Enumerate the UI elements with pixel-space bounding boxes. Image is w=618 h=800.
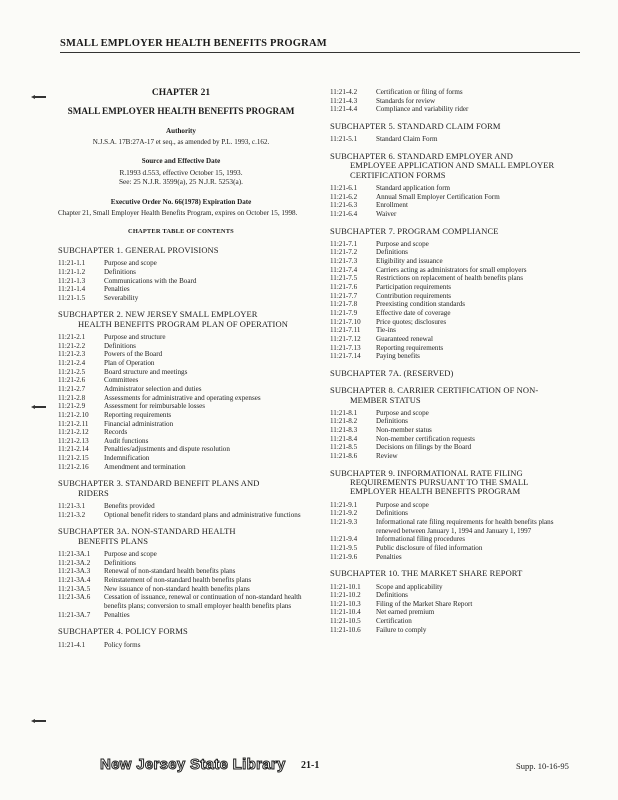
section-title: Participation requirements (376, 283, 452, 292)
section-entry (58, 411, 304, 420)
section-number: 11:21-2.8 (58, 393, 86, 402)
section-entry (58, 376, 304, 385)
section-number: 11:21-9.5 (330, 543, 358, 552)
section-number: 11:21-5.1 (330, 135, 358, 144)
section-number: 11:21-9.6 (330, 552, 358, 561)
section-title: Benefits provided (104, 502, 155, 511)
section-list (330, 184, 576, 219)
section-title: Non-member certification requests (376, 434, 475, 443)
section-number: 11:21-1.1 (58, 259, 86, 268)
section-entry (58, 511, 304, 520)
section-entry (58, 359, 304, 368)
section-entry (58, 593, 304, 610)
section-title: Optional benefit riders to standard plans and administrative functions (104, 510, 301, 519)
section-number: 11:21-2.3 (58, 350, 86, 359)
source-line: See: 25 N.J.R. 3599(a), 25 N.J.R. 5253(a). (118, 177, 244, 187)
section-list (330, 583, 576, 635)
section-title: Plan of Operation (104, 359, 155, 368)
section-entry (58, 576, 304, 585)
subchapter-heading (330, 369, 576, 378)
section-number: 11:21-10.6 (330, 625, 361, 634)
section-entry (58, 437, 304, 446)
section-number: 11:21-8.1 (330, 408, 358, 417)
library-stamp: New Jersey State Library (100, 756, 286, 773)
section-number: 11:21-4.3 (330, 96, 358, 105)
subchapter-title: SUBCHAPTER 3A. NON-STANDARD HEALTH (58, 526, 236, 537)
section-number: 11:21-10.4 (330, 608, 361, 617)
section-number: 11:21-2.7 (58, 384, 86, 393)
section-number: 11:21-7.13 (330, 343, 361, 352)
section-title: Scope and applicability (376, 582, 443, 591)
section-title: Standards for review (376, 96, 436, 105)
section-entry (330, 292, 576, 301)
subchapter-title-continued: BENEFITS PLANS (78, 535, 149, 546)
section-list (330, 501, 576, 561)
section-number: 11:21-6.3 (330, 201, 358, 210)
section-title: Administrator selection and duties (104, 384, 202, 393)
section-number: 11:21-4.1 (58, 640, 86, 649)
section-entry (58, 611, 304, 620)
section-title: Communications with the Board (104, 276, 197, 285)
section-entry (58, 428, 304, 437)
section-number: 11:21-9.2 (330, 509, 358, 518)
section-title: Net earned premium (376, 608, 435, 617)
section-number: 11:21-2.11 (58, 419, 89, 428)
exec-order-label: Executive Order No. 66(1978) Expiration Date (110, 198, 252, 207)
section-title: Penalties (104, 610, 130, 619)
section-number: 11:21-8.4 (330, 434, 358, 443)
subchapter-title: SUBCHAPTER 7. PROGRAM COMPLIANCE (330, 225, 499, 236)
section-title: Certification (376, 617, 412, 626)
section-entry (330, 452, 576, 461)
section-number: 11:21-10.3 (330, 599, 361, 608)
section-title: Board structure and meetings (104, 367, 188, 376)
authority-label: Authority (166, 127, 196, 136)
section-title: Renewal of non-standard health benefits plans (104, 567, 236, 576)
section-entry (330, 257, 576, 266)
section-title: Paying benefits (376, 352, 420, 361)
section-number: 11:21-7.5 (330, 274, 358, 283)
section-entry (330, 591, 576, 600)
section-title: Non-member status (376, 426, 432, 435)
section-title: Annual Small Employer Certification Form (376, 192, 500, 201)
section-title: Definitions (376, 591, 408, 600)
section-list (330, 240, 576, 361)
section-number: 11:21-4.4 (330, 105, 358, 114)
section-entry (330, 501, 576, 510)
section-number: 11:21-6.1 (330, 183, 358, 192)
section-entry (330, 435, 576, 444)
section-number: 11:21-7.3 (330, 257, 358, 266)
section-title: Waiver (376, 209, 397, 218)
subchapter-heading (58, 479, 304, 498)
section-number: 11:21-2.5 (58, 367, 86, 376)
section-number: 11:21-2.10 (58, 410, 89, 419)
section-number: 11:21-3A.3 (58, 567, 91, 576)
section-list (58, 502, 304, 519)
section-title: Standard application form (376, 183, 451, 192)
section-title: Review (376, 452, 398, 461)
section-title: Informational filing procedures (376, 535, 466, 544)
section-list (58, 550, 304, 619)
section-entry (58, 445, 304, 454)
section-title: Decisions on filings by the Board (376, 443, 472, 452)
section-number: 11:21-3A.2 (58, 558, 91, 567)
section-title: Informational rate filing requirements for health benefits plans renewed between January 1, 1994 and January 1, 1997 (376, 518, 554, 535)
authority-text: N.J.S.A. 17B:27A-17 et seq., as amended by P.L. 1993, c.162. (92, 138, 270, 147)
section-title: Definitions (104, 267, 136, 276)
source-line: R.1993 d.553, effective October 15, 1993. (119, 167, 243, 177)
section-number: 11:21-9.4 (330, 535, 358, 544)
exec-order-text: Chapter 21, Small Employer Health Benefits Program, expires on October 15, 1998. (58, 209, 298, 218)
section-title: Public disclosure of filed information (376, 543, 483, 552)
section-number: 11:21-2.13 (58, 436, 89, 445)
section-title: Reporting requirements (376, 343, 444, 352)
section-number: 11:21-10.5 (330, 617, 361, 626)
section-entry (58, 550, 304, 559)
section-number: 11:21-7.12 (330, 334, 361, 343)
section-title: Filing of the Market Share Report (376, 599, 473, 608)
section-number: 11:21-2.12 (58, 428, 89, 437)
section-number: 11:21-8.3 (330, 426, 358, 435)
section-entry (330, 326, 576, 335)
section-number: 11:21-7.10 (330, 317, 361, 326)
section-title: Purpose and scope (104, 550, 157, 559)
section-list (330, 88, 576, 114)
section-title: Reinstatement of non-standard health benefits plans (104, 575, 252, 584)
section-number: 11:21-3A.7 (58, 610, 91, 619)
left-subchapter-list (58, 246, 304, 649)
section-title: Definitions (104, 558, 136, 567)
subchapter-title-continued: MEMBER STATUS (350, 394, 421, 405)
section-number: 11:21-2.2 (58, 341, 86, 350)
section-number: 11:21-1.5 (58, 293, 86, 302)
section-title: Indemnification (104, 454, 150, 463)
subchapter-heading (330, 152, 576, 180)
section-entry (58, 350, 304, 359)
section-number: 11:21-9.1 (330, 500, 358, 509)
section-entry (330, 309, 576, 318)
section-entry (330, 600, 576, 609)
section-title: Effective date of coverage (376, 308, 451, 317)
section-number: 11:21-6.2 (330, 192, 358, 201)
right-column (330, 88, 576, 640)
right-subchapter-list (330, 122, 576, 634)
section-list (330, 409, 576, 461)
subchapter-title: SUBCHAPTER 8. CARRIER CERTIFICATION OF NON- (330, 385, 539, 396)
section-entry (330, 417, 576, 426)
section-number: 11:21-2.1 (58, 333, 86, 342)
section-number: 11:21-8.2 (330, 417, 358, 426)
section-number: 11:21-2.6 (58, 376, 86, 385)
section-title: Penalties (376, 552, 402, 561)
section-entry (58, 641, 304, 650)
section-entry (58, 559, 304, 568)
section-entry (330, 553, 576, 562)
section-title: Assessments for administrative and operating expenses (104, 393, 261, 402)
section-number: 11:21-2.4 (58, 359, 86, 368)
section-title: Price quotes; disclosures (376, 317, 447, 326)
section-title: Penalties/adjustments and dispute resolution (104, 445, 230, 454)
section-number: 11:21-7.6 (330, 283, 358, 292)
section-entry (330, 544, 576, 553)
section-number: 11:21-3A.1 (58, 550, 91, 559)
section-number: 11:21-8.6 (330, 452, 358, 461)
section-entry (330, 300, 576, 309)
section-number: 11:21-8.5 (330, 443, 358, 452)
section-entry (58, 368, 304, 377)
subchapter-heading (330, 122, 576, 131)
section-title: Definitions (376, 248, 408, 257)
section-title: Tie-ins (376, 326, 396, 335)
section-entry (58, 268, 304, 277)
subchapter-heading (58, 627, 304, 636)
section-number: 11:21-3.2 (58, 510, 86, 519)
section-entry (58, 402, 304, 411)
section-number: 11:21-10.1 (330, 582, 361, 591)
subchapter-title: SUBCHAPTER 2. NEW JERSEY SMALL EMPLOYER (58, 309, 258, 320)
subchapter-title-continued: EMPLOYEE APPLICATION AND SMALL EMPLOYER CERTIFICATION FORMS (350, 160, 555, 180)
subchapter-title-continued: HEALTH BENEFITS PROGRAM PLAN OF OPERATION (78, 318, 288, 329)
section-number: 11:21-2.14 (58, 445, 89, 454)
left-column (58, 88, 304, 655)
revision-marker (34, 406, 46, 408)
source-label: Source and Effective Date (141, 157, 221, 166)
section-title: Policy forms (104, 640, 141, 649)
section-entry (330, 583, 576, 592)
section-number: 11:21-2.16 (58, 462, 89, 471)
section-entry (330, 88, 576, 97)
section-number: 11:21-7.4 (330, 265, 358, 274)
subchapter-title-continued: REQUIREMENTS PURSUANT TO THE SMALL EMPLOYER HEALTH BENEFITS PROGRAM (350, 477, 529, 497)
section-entry (330, 135, 576, 144)
section-entry (58, 385, 304, 394)
section-entry (58, 277, 304, 286)
section-number: 11:21-7.8 (330, 300, 358, 309)
section-title: Audit functions (104, 436, 149, 445)
section-title: Failure to comply (376, 625, 427, 634)
section-entry (58, 342, 304, 351)
section-entry (330, 409, 576, 418)
section-entry (58, 394, 304, 403)
section-number: 11:21-1.4 (58, 285, 86, 294)
section-entry (330, 283, 576, 292)
section-title: Purpose and structure (104, 333, 166, 342)
section-title: Purpose and scope (376, 500, 429, 509)
section-list (58, 333, 304, 471)
section-entry (330, 443, 576, 452)
subchapter-heading (330, 227, 576, 236)
chapter-number: CHAPTER 21 (151, 88, 211, 98)
section-entry (58, 463, 304, 472)
section-title: Enrollment (376, 201, 408, 210)
subchapter-title: SUBCHAPTER 1. GENERAL PROVISIONS (58, 244, 219, 255)
section-title: Definitions (376, 417, 408, 426)
toc-heading: CHAPTER TABLE OF CONTENTS (128, 227, 234, 235)
section-title: New issuance of non-standard health benefits plans (104, 584, 250, 593)
section-number: 11:21-7.1 (330, 239, 358, 248)
section-title: Severability (104, 293, 139, 302)
section-entry (330, 344, 576, 353)
section-number: 11:21-3A.6 (58, 593, 91, 602)
section-number: 11:21-3.1 (58, 502, 86, 511)
section-entry (330, 184, 576, 193)
revision-marker (34, 96, 46, 98)
section-number: 11:21-10.2 (330, 591, 361, 600)
subchapter-title-continued: RIDERS (78, 487, 109, 498)
section-entry (330, 617, 576, 626)
section-title: Purpose and scope (376, 239, 429, 248)
section-entry (58, 294, 304, 303)
section-entry (330, 352, 576, 361)
section-title: Penalties (104, 285, 130, 294)
subchapter-heading (58, 310, 304, 329)
section-number: 11:21-7.11 (330, 326, 361, 335)
section-entry (330, 509, 576, 518)
section-number: 11:21-1.3 (58, 276, 86, 285)
section-title: Preexisting condition standards (376, 300, 466, 309)
section-title: Standard Claim Form (376, 135, 438, 144)
source-block (58, 168, 304, 186)
running-head: SMALL EMPLOYER HEALTH BENEFITS PROGRAM (60, 38, 327, 49)
section-entry (330, 240, 576, 249)
section-entry (58, 420, 304, 429)
section-title: Records (104, 428, 128, 437)
section-number: 11:21-6.4 (330, 209, 358, 218)
header-rule (60, 52, 580, 53)
section-entry (330, 335, 576, 344)
section-entry (58, 285, 304, 294)
section-title: Amendment and termination (104, 462, 186, 471)
section-entry (58, 333, 304, 342)
subchapter-heading (330, 469, 576, 497)
section-title: Definitions (104, 341, 136, 350)
subchapter-title: SUBCHAPTER 4. POLICY FORMS (58, 626, 188, 637)
subchapter-heading (330, 569, 576, 578)
subchapter-title: SUBCHAPTER 5. STANDARD CLAIM FORM (330, 120, 501, 131)
subchapter-heading (330, 386, 576, 405)
section-entry (330, 626, 576, 635)
section-entry (330, 426, 576, 435)
section-title: Financial administration (104, 419, 174, 428)
section-number: 11:21-1.2 (58, 267, 86, 276)
section-number: 11:21-3A.4 (58, 575, 91, 584)
section-entry (330, 266, 576, 275)
section-entry (330, 210, 576, 219)
section-title: Assessment for reimbursable losses (104, 402, 206, 411)
section-title: Purpose and scope (376, 408, 429, 417)
section-entry (58, 454, 304, 463)
section-number: 11:21-3A.5 (58, 584, 91, 593)
section-title: Cessation of issuance, renewal or continuation of non-standard health benefits plans; conversion to small employer health benefits plans (104, 593, 302, 610)
section-list (58, 641, 304, 650)
section-entry (330, 105, 576, 114)
chapter-title: SMALL EMPLOYER HEALTH BENEFITS PROGRAM (67, 105, 295, 116)
section-title: Restrictions on replacement of health benefits plans (376, 274, 523, 283)
section-entry (330, 97, 576, 106)
section-entry (330, 518, 576, 535)
subchapter-title: SUBCHAPTER 3. STANDARD BENEFIT PLANS AND (58, 478, 260, 489)
section-entry (330, 608, 576, 617)
section-number: 11:21-9.3 (330, 518, 358, 526)
section-number: 11:21-7.9 (330, 308, 358, 317)
subchapter-heading (58, 527, 304, 546)
subchapter-title: SUBCHAPTER 9. INFORMATIONAL RATE FILING (330, 467, 523, 478)
section-number: 11:21-2.15 (58, 454, 89, 463)
section-number: 11:21-7.14 (330, 352, 361, 361)
section-number: 11:21-7.7 (330, 291, 358, 300)
subchapter-title: SUBCHAPTER 7A. (RESERVED) (330, 367, 454, 378)
section-entry (330, 201, 576, 210)
section-entry (330, 535, 576, 544)
subchapter-title: SUBCHAPTER 10. THE MARKET SHARE REPORT (330, 568, 523, 579)
section-title: Committees (104, 376, 139, 385)
subchapter-heading (58, 246, 304, 255)
section-title: Certification or filing of forms (376, 88, 463, 96)
section-title: Compliance and variability rider (376, 105, 469, 114)
section-number: 11:21-2.9 (58, 402, 86, 411)
section-title: Definitions (376, 509, 408, 518)
section-title: Carriers acting as administrators for small employers (376, 265, 527, 274)
page-number: 21-1 (301, 760, 320, 771)
section-title: Reporting requirements (104, 410, 172, 419)
section-entry (58, 259, 304, 268)
section-title: Powers of the Board (104, 350, 163, 359)
section-number: 11:21-4.2 (330, 88, 358, 96)
revision-marker (34, 720, 46, 722)
section-entry (330, 193, 576, 202)
section-list (330, 135, 576, 144)
subchapter-title: SUBCHAPTER 6. STANDARD EMPLOYER AND (330, 150, 513, 161)
section-title: Contribution requirements (376, 291, 452, 300)
section-entry (58, 502, 304, 511)
section-entry (58, 567, 304, 576)
section-title: Purpose and scope (104, 259, 157, 268)
section-entry (330, 248, 576, 257)
section-number: 11:21-7.2 (330, 248, 358, 257)
section-entry (330, 274, 576, 283)
section-entry (58, 585, 304, 594)
section-list (58, 259, 304, 302)
section-entry (330, 318, 576, 327)
supplement-date: Supp. 10-16-95 (516, 761, 569, 771)
section-title: Eligibility and issuance (376, 257, 443, 266)
section-title: Guaranteed renewal (376, 334, 433, 343)
